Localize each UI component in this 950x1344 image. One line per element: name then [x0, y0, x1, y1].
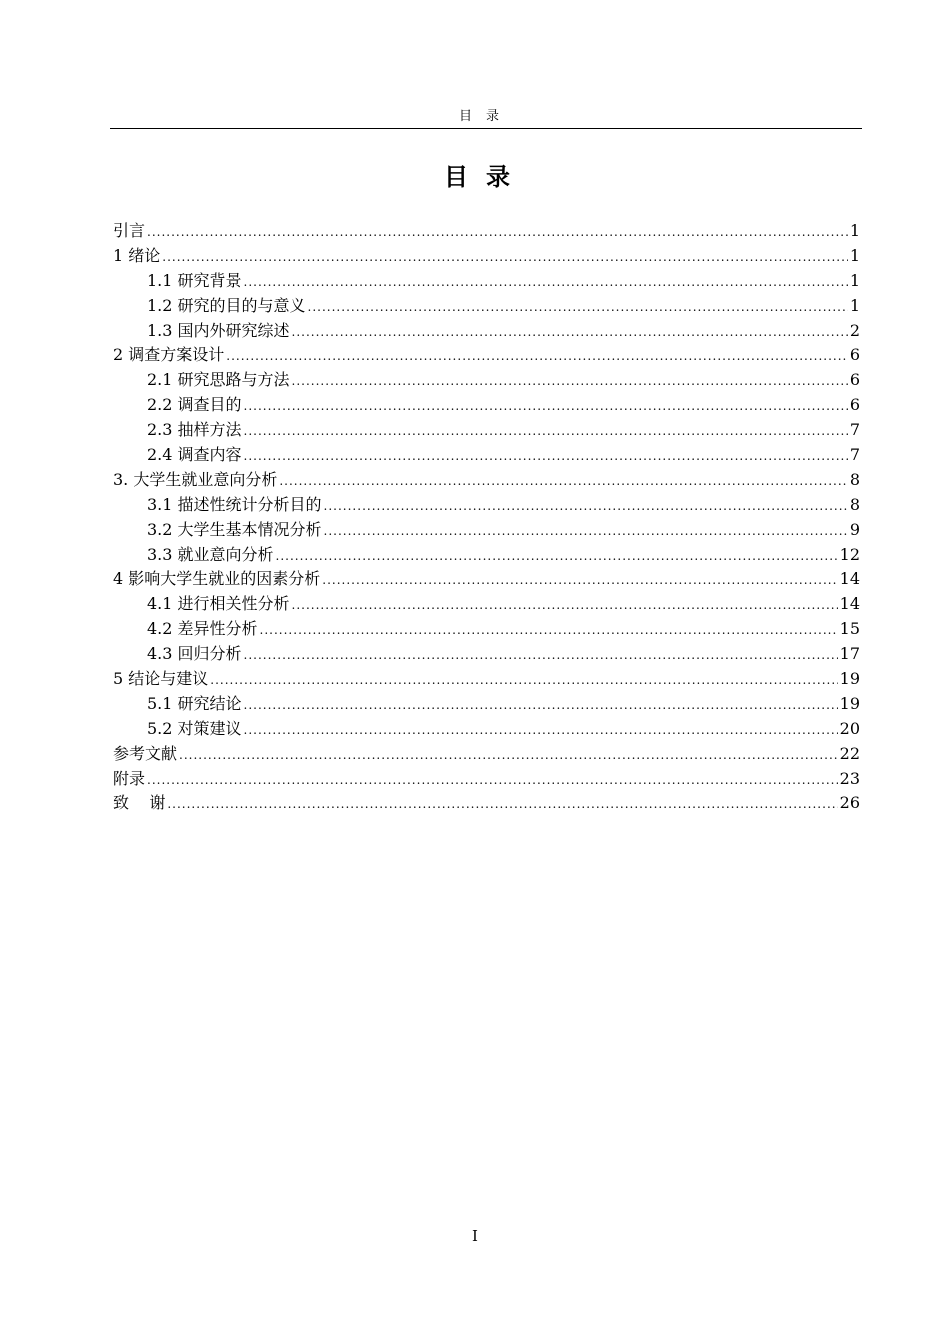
dot-leader [244, 693, 838, 718]
dot-leader [276, 544, 838, 569]
toc-entry-label: 3.1 描述性统计分析目的 [147, 494, 322, 514]
dot-leader [244, 394, 848, 419]
toc-entry[interactable] [113, 543, 860, 568]
toc-entry-page: 1 [849, 270, 860, 290]
toc-entry[interactable] [113, 443, 860, 468]
toc-entry-page: 19 [839, 669, 860, 689]
toc-entry-page: 8 [849, 469, 860, 489]
toc-entry-page: 1 [849, 295, 860, 315]
dot-leader [260, 618, 838, 643]
toc-entry-label: 1 绪论 [113, 245, 161, 265]
dot-leader [210, 668, 837, 693]
toc-entry-page: 2 [849, 320, 860, 340]
toc-entry-page: 6 [849, 345, 860, 365]
toc-entry[interactable] [113, 518, 860, 543]
toc-entry-page: 7 [849, 420, 860, 440]
toc-entry-page: 7 [849, 445, 860, 465]
dot-leader [292, 369, 848, 394]
header-rule [110, 128, 862, 129]
dot-leader [147, 768, 838, 793]
running-header: 目录 [458, 109, 513, 124]
toc-entry-label: 2.3 抽样方法 [147, 420, 242, 440]
toc-entry-label: 1.2 研究的目的与意义 [147, 295, 306, 315]
toc-entry-label: 5.2 对策建议 [147, 718, 242, 738]
dot-leader [147, 220, 848, 245]
dot-leader [244, 270, 848, 295]
dot-leader [179, 743, 838, 768]
dot-leader [279, 469, 847, 494]
toc-entry-label: 2.2 调查目的 [147, 395, 242, 415]
toc-entry-page: 9 [849, 519, 860, 539]
toc-entry[interactable] [113, 717, 860, 742]
dot-leader [324, 494, 848, 519]
toc-entry-label: 1.1 研究背景 [147, 270, 242, 290]
toc-entry-page: 6 [849, 370, 860, 390]
dot-leader [292, 320, 848, 345]
toc-entry[interactable] [113, 592, 860, 617]
toc-entry[interactable] [113, 393, 860, 418]
toc-entry-label: 4 影响大学生就业的因素分析 [113, 569, 321, 589]
toc-entry[interactable] [113, 269, 860, 294]
toc-entry[interactable] [113, 567, 860, 592]
toc-entry-page: 15 [839, 619, 860, 639]
dot-leader [162, 245, 848, 270]
toc-entry-label: 引言 [113, 221, 146, 240]
toc-entry[interactable] [113, 319, 860, 344]
toc-entry-label: 3. 大学生就业意向分析 [113, 469, 278, 489]
toc-entry-page: 1 [849, 221, 860, 240]
toc-entry[interactable] [113, 219, 860, 244]
toc-entry[interactable] [113, 692, 860, 717]
toc-entry-label: 2.1 研究思路与方法 [147, 370, 290, 390]
toc-entry-label: 2.4 调查内容 [147, 445, 242, 465]
toc-entry-label: 附录 [113, 768, 146, 788]
toc-entry[interactable] [113, 617, 860, 642]
toc-entry-page: 26 [839, 793, 860, 813]
toc-entry-page: 12 [839, 544, 860, 564]
dot-leader [322, 568, 837, 593]
toc-entry-label: 参考文献 [113, 743, 178, 763]
toc-entry[interactable] [113, 368, 860, 393]
table-of-contents [113, 219, 860, 816]
dot-leader [167, 792, 837, 817]
toc-entry-page: 1 [849, 245, 860, 265]
toc-entry-page: 14 [839, 569, 860, 589]
toc-entry[interactable] [113, 294, 860, 319]
page-number: I [472, 1227, 478, 1245]
toc-entry[interactable] [113, 493, 860, 518]
toc-entry-label: 4.2 差异性分析 [147, 619, 258, 639]
toc-entry[interactable] [113, 343, 860, 368]
toc-entry-page: 8 [849, 494, 860, 514]
toc-entry-page: 23 [839, 768, 860, 788]
toc-entry-label: 4.3 回归分析 [147, 644, 242, 664]
toc-entry-label: 致 谢 [113, 793, 166, 813]
toc-entry[interactable] [113, 418, 860, 443]
dot-leader [244, 444, 848, 469]
toc-entry-label: 2 调查方案设计 [113, 345, 225, 365]
toc-entry-label: 3.3 就业意向分析 [147, 544, 274, 564]
toc-entry[interactable] [113, 667, 860, 692]
toc-entry[interactable] [113, 244, 860, 269]
toc-entry[interactable] [113, 642, 860, 667]
toc-entry-label: 5.1 研究结论 [147, 693, 242, 713]
toc-entry-page: 19 [839, 693, 860, 713]
toc-entry[interactable] [113, 767, 860, 792]
toc-entry-label: 3.2 大学生基本情况分析 [147, 519, 322, 539]
dot-leader [292, 593, 838, 618]
dot-leader [226, 344, 848, 369]
toc-entry-page: 6 [849, 395, 860, 415]
toc-entry-page: 20 [839, 718, 860, 738]
toc-entry[interactable] [113, 791, 860, 816]
toc-entry[interactable] [113, 742, 860, 767]
dot-leader [308, 295, 848, 320]
dot-leader [244, 718, 838, 743]
toc-entry-label: 4.1 进行相关性分析 [147, 594, 290, 614]
dot-leader [244, 643, 838, 668]
dot-leader [244, 419, 848, 444]
toc-entry-page: 22 [839, 743, 860, 763]
toc-entry-page: 14 [839, 594, 860, 614]
toc-entry-label: 5 结论与建议 [113, 669, 209, 689]
toc-title: 目录 [444, 163, 528, 191]
toc-entry-page: 17 [839, 644, 860, 664]
dot-leader [324, 519, 848, 544]
toc-entry[interactable] [113, 468, 860, 493]
toc-entry-label: 1.3 国内外研究综述 [147, 320, 290, 340]
